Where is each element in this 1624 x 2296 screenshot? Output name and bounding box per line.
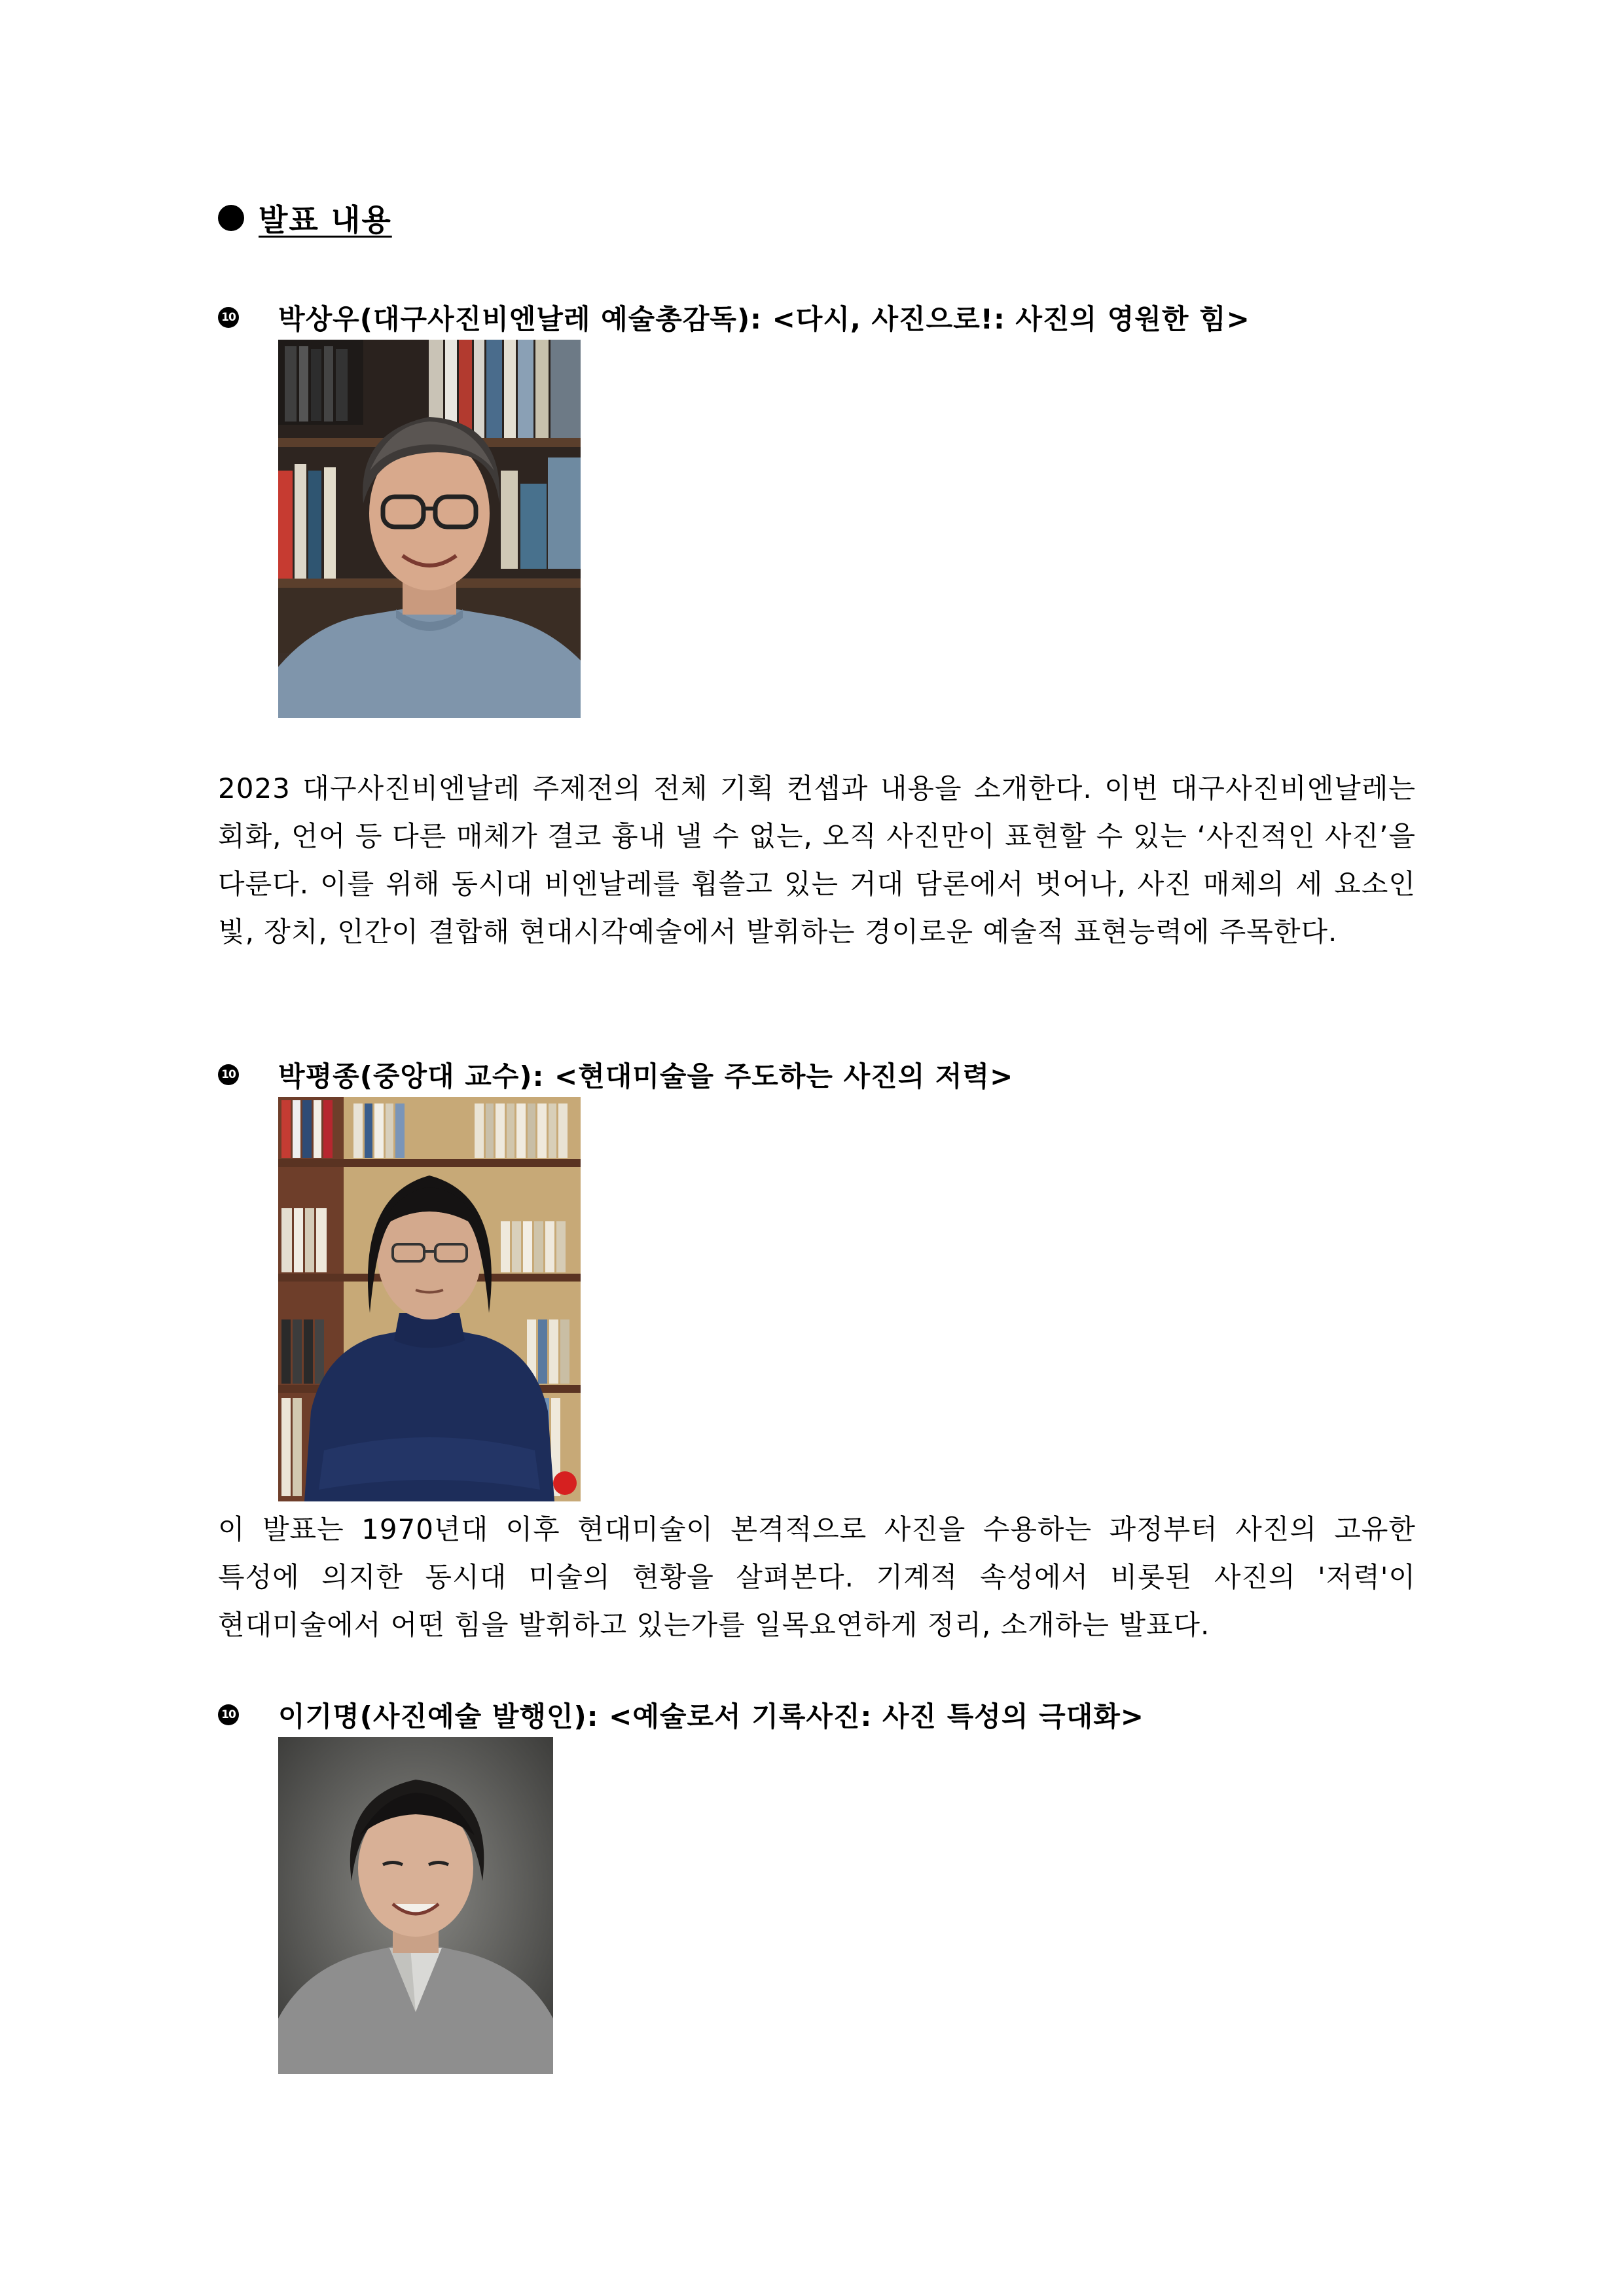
- speaker-1: [218, 298, 1416, 718]
- speaker-1-photo: [278, 340, 581, 718]
- speaker-3-title: 이기명(사진예술 발행인): <예술로서 기록사진: 사진 특성의 극대화>: [278, 1700, 1144, 1732]
- number-ten-icon: 10: [218, 1704, 239, 1725]
- speaker-2: [218, 1055, 1416, 1501]
- speaker-2-description: 이 발표는 1970년대 이후 현대미술이 본격적으로 사진을 수용하는 과정부터 사진의 고유한 특성에 의지한 동시대 미술의 현황을 살펴본다. 기계적 속성에서 비롯된 사진의 '저력'이 현대미술에서 어떤 힘을 발휘하고 있는가를 일목요연하게 정리, 소개하는 발표다.: [218, 1513, 1416, 1641]
- section-heading-text: 발표 내용: [259, 202, 392, 238]
- speaker-2-title-row: [218, 1055, 1416, 1094]
- speaker-1-title: 박상우(대구사진비엔날레 예술총감독): <다시, 사진으로!: 사진의 영원한 힘>: [278, 303, 1250, 335]
- speaker-2-title: 박평종(중앙대 교수): <현대미술을 주도하는 사진의 저력>: [278, 1060, 1014, 1092]
- bullet-icon: [218, 205, 244, 231]
- section-heading: [218, 196, 392, 240]
- speaker-1-title-row: [218, 298, 1416, 337]
- speaker-2-photo: [278, 1097, 581, 1501]
- speaker-3-photo: [278, 1737, 553, 2074]
- speaker-1-description: 2023 대구사진비엔날레 주제전의 전체 기획 컨셉과 내용을 소개한다. 이번 대구사진비엔날레는 회화, 언어 등 다른 매체가 결코 흉내 낼 수 없는, 오직 사진만이 표현할 수 있는 ‘사진적인 사진’을 다룬다. 이를 위해 동시대 비엔날레를 휩쓸고 있는 거대 담론에서 벗어나, 사진 매체의 세 요소인 빛, 장치, 인간이 결합해 현대시각예술에서 발휘하는 경이로운 예술적 표현능력에 주목한다.: [218, 772, 1416, 948]
- speaker-3: [218, 1695, 1416, 2074]
- number-ten-icon: 10: [218, 1064, 239, 1085]
- portrait-photo-glasses-man-icon: [278, 340, 581, 718]
- speaker-3-title-row: [218, 1695, 1416, 1734]
- portrait-photo-man-grey-sweater-icon: [278, 1737, 553, 2074]
- portrait-photo-man-bookshelf-icon: [278, 1097, 581, 1501]
- number-ten-icon: 10: [218, 307, 239, 328]
